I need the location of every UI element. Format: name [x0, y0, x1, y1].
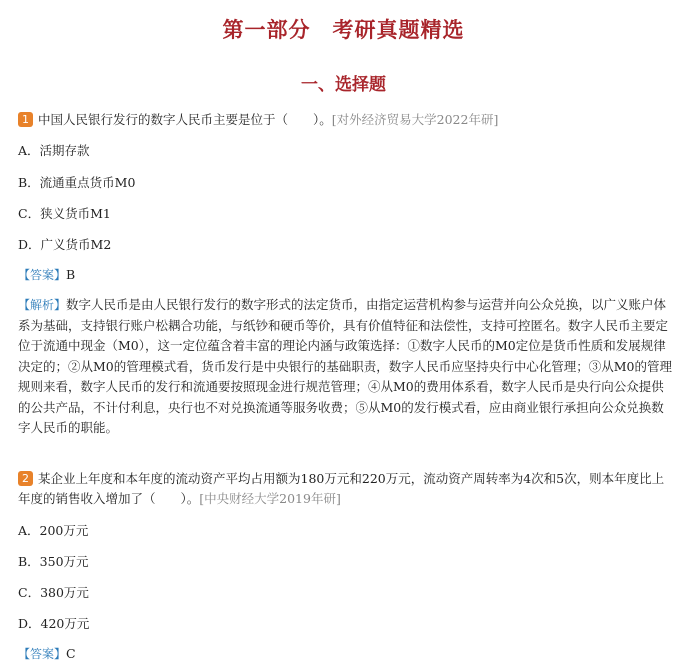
answer-label: 【答案】	[18, 647, 67, 661]
option-d: D．广义货币M2	[18, 237, 112, 252]
option-a: A．200万元	[18, 523, 89, 538]
option-a: A．活期存款	[18, 143, 90, 158]
answer-label: 【答案】	[18, 268, 67, 282]
explanation-text: 数字人民币是由人民银行发行的数字形式的法定货币，由指定运营机构参与运营并向公众兑换，以广义账户体系为基础，支持银行账户松耦合功能，与纸钞和硬币等价，具有价值特征和法偿性，支持可控匿名。数字人民币主要定位于流通中现金（M0），这一定位蕴含着丰富的理论内涵与政策选择：①数字人民币的M0定位是货币性质和发展规律决定的；②从M0的管理模式看，货币发行是中央银行的基础职责，数字人民币应坚持央行中心化管理；③从M0的管理规则来看，数字人民币的发行和流通要按照现金进行规范管理；④从M0的费用体系看，数字人民币是央行向公众提供的公共产品，不计付利息，央行也不对兑换流通等服务收费；⑤从M0的发行模式看，应由商业银行承担向公众兑换数字人民币的职能。	[18, 297, 673, 435]
question-number-badge: 1	[18, 112, 33, 127]
answer-value: B	[66, 267, 76, 282]
question-number-badge: 2	[18, 471, 33, 486]
explanation	[18, 295, 674, 439]
answer-value: C	[66, 646, 76, 661]
question-text: 中国人民银行发行的数字人民币主要是位于（ ）。	[38, 112, 332, 127]
option-b: B．350万元	[18, 554, 89, 569]
question-stem	[18, 110, 674, 130]
question-source: [中央财经大学2019年研]	[199, 491, 341, 506]
option-c: C．狭义货币M1	[18, 206, 111, 221]
question-source: [对外经济贸易大学2022年研]	[331, 112, 499, 127]
section-title: 一、选择题	[301, 75, 386, 95]
question-stem	[18, 469, 674, 509]
option-c: C．380万元	[18, 585, 89, 600]
option-d: D．420万元	[18, 616, 90, 631]
part-title: 第一部分 考研真题精选	[222, 18, 465, 42]
answer-line	[18, 266, 75, 284]
question-text: 某企业上年度和本年度的流动资产平均占用额为180万元和220万元，流动资产周转率为4次和5次，则本年度比上年度的销售收入增加了（ ）。	[18, 471, 665, 506]
explanation-label: 【解析】	[18, 298, 67, 312]
option-b: B．流通重点货币M0	[18, 175, 136, 190]
answer-line	[18, 645, 76, 663]
